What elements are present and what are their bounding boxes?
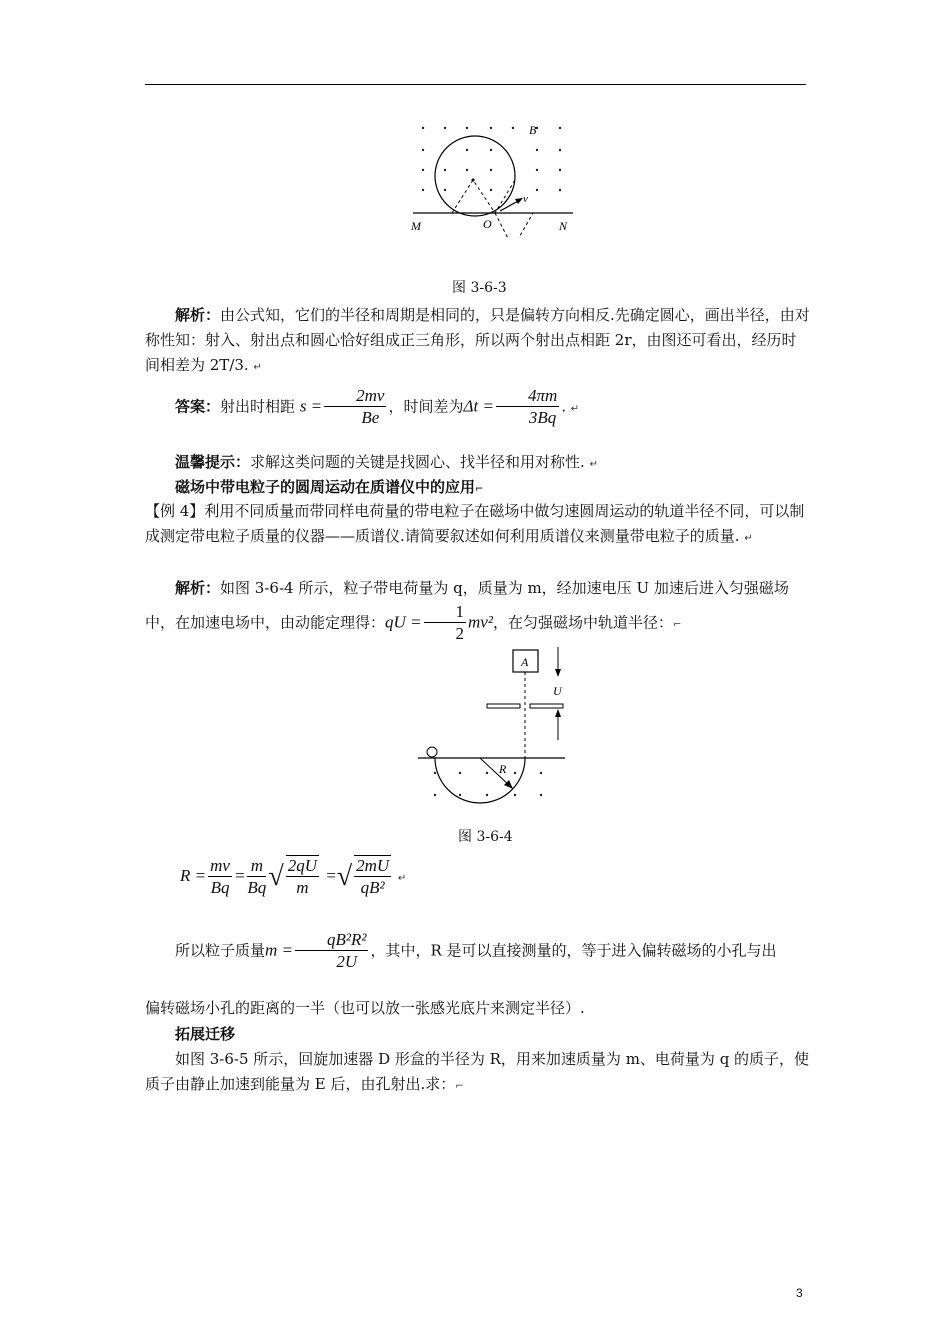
plate-left (487, 704, 520, 708)
stray-mark: ↵ (253, 362, 262, 373)
particle (427, 747, 437, 757)
eq-dt-den: 3Bq (528, 408, 557, 427)
eq-m-den: 2U (336, 952, 358, 971)
figure-caption-2: 图 3-6-4 (458, 829, 513, 845)
figure-caption-1: 图 3-6-3 (452, 280, 507, 296)
answer-label: 答案： (175, 397, 221, 416)
mass-post: ，其中，R 是可以直接测量的，等于进入偏转磁场的小孔与出 (370, 941, 777, 960)
page-number: 3 (796, 1286, 803, 1300)
label-a: A (521, 655, 529, 669)
example-4-paragraph: 【例 4】利用不同质量而带同样电荷量的带电粒子在磁场中做匀速圆周运动的轨道半径不同，可以制成测定带电粒子质量的仪器——质谱仪.请简要叙述如何利用质谱仪来测量带电粒子的质量. ↵ (145, 502, 805, 545)
plate-right (530, 704, 563, 708)
analysis-label: 解析： (175, 306, 221, 324)
analysis-paragraph-2: 解析：如图 3-6-4 所示，粒子带电荷量为 q，质量为 m，经加速电压 U 加速后进入匀强磁场中，在加速电场中，由动能定理得：qU = $\frac{1}{2}$ mv²，在匀强磁场中轨道半径：⌐ (145, 579, 789, 643)
eq-r-lhs: R = (180, 866, 207, 885)
analysis-text-2: 如图 3-6-4 所示，粒子带电荷量为 q，质量为 m，经加速电压 U 加速后进入匀强磁场中，在加速电场中，由动能定理得： (145, 579, 789, 632)
eq-half-num: 1 (424, 602, 467, 623)
figure-3-6-4 (415, 645, 575, 805)
eq-m-num: qB²R² (295, 930, 368, 951)
radius-equation: R = $\frac{mv}{Bq}$ = $\frac{m}{Bq}$ √ $\frac{2qU}{m}$ =√ $\frac{2mU}{\text{qB²}}$ ↵ (180, 855, 407, 897)
hint-paragraph: 温馨提示：求解这类问题的关键是找圆心、找半径和用对称性. ↵ (175, 453, 598, 471)
extension-paragraph: 如图 3-6-5 所示，回旋加速器 D 形盒的半径为 R，用来加速质量为 m、电荷量为 q 的质子，使质子由静止加速到能量为 E 后，由孔射出.求：⌐ (145, 1050, 810, 1093)
section-heading-text: 磁场中带电粒子的圆周运动在质谱仪中的应用 (175, 478, 476, 496)
label-b: B (529, 123, 537, 137)
eq-qu-rhs: mv² (468, 612, 493, 632)
analysis-paragraph-1 (145, 303, 810, 380)
answer-paragraph: 答案：射出时相距 s = $\frac{2mv}{Be}$ ，时间差为Δt = $\frac{4\pi m}{3Bq}$ . ↵ (175, 386, 580, 427)
eq-r-root2-num: 2mU (356, 856, 390, 875)
label-o: O (483, 217, 492, 231)
answer-mid: ，时间差为 (388, 397, 464, 416)
eq-r-f2-den: Bq (247, 877, 267, 897)
mass-paragraph-line2: 偏转磁场小孔的距离的一半（也可以放一张感光底片来测定半径）. (145, 999, 585, 1017)
eq-r-root1-den: m (296, 878, 309, 897)
eq-m-lhs: m = (265, 940, 294, 960)
eq-dt-fraction (496, 386, 559, 429)
hint-text: 求解这类问题的关键是找圆心、找半径和用对称性. (250, 453, 585, 471)
label-n: N (559, 219, 568, 233)
eq-dt-num: 4πm (496, 386, 559, 407)
example-text: 利用不同质量而带同样电荷量的带电粒子在磁场中做匀速圆周运动的轨道半径不同，可以制成测定带电粒子质量的仪器——质谱仪.请简要叙述如何利用质谱仪来测量带电粒子的质量. (145, 502, 805, 545)
figure-3-6-3 (405, 118, 580, 238)
extension-text: 如图 3-6-5 所示，回旋加速器 D 形盒的半径为 R，用来加速质量为 m、电荷量为 q 的质子，使质子由静止加速到能量为 E 后，由孔射出.求： (145, 1050, 810, 1093)
eq-half-fraction (424, 602, 467, 645)
eq-dt-lhs: Δt = (463, 396, 494, 416)
hint-label: 温馨提示： (175, 453, 251, 471)
label-v: v (523, 193, 528, 205)
eq-s-den: Be (361, 408, 380, 427)
eq-half-den: 2 (455, 624, 465, 643)
field-dots (422, 127, 561, 191)
orbit-circle (435, 136, 515, 216)
analysis-text: 由公式知，它们的半径和周期是相同的，只是偏转方向相反.先确定圆心，画出半径，由对称性知：射入、射出点和圆心恰好组成正三角形，所以两个射出点相距 2r，由图还可看出，经历时间相差为 2T/3. (145, 306, 810, 374)
eq-r-f1-den: Bq (210, 877, 230, 897)
section-heading: 磁场中带电粒子的圆周运动在质谱仪中的应用⌐ (175, 478, 484, 496)
eq-qu-lhs: qU = (385, 612, 422, 632)
label-r: R (499, 762, 507, 776)
mass-pre: 所以粒子质量 (175, 941, 266, 960)
eq-r-f2-num: m (247, 856, 266, 877)
analysis-label-2: 解析： (175, 579, 221, 597)
mass-paragraph (145, 930, 810, 973)
analysis-after: ，在匀强磁场中轨道半径： (492, 613, 673, 632)
eq-s-num: 2mv (324, 386, 386, 407)
eq-s-lhs: s = (299, 396, 323, 416)
label-m: M (411, 219, 421, 233)
eq-r-f1-num: mv (210, 855, 230, 875)
extension-heading: 拓展迁移 (175, 1025, 236, 1043)
label-u: U (553, 684, 562, 698)
eq-r-root2-den: qB² (360, 878, 385, 897)
example-label: 【例 4】 (145, 502, 205, 520)
answer-end: . (561, 397, 567, 416)
header-rule (145, 84, 806, 85)
eq-r-root1-num: 2qU (287, 856, 317, 875)
answer-pre: 射出时相距 (220, 397, 296, 416)
semicircle-path (435, 758, 525, 803)
eq-s-fraction (324, 386, 386, 429)
